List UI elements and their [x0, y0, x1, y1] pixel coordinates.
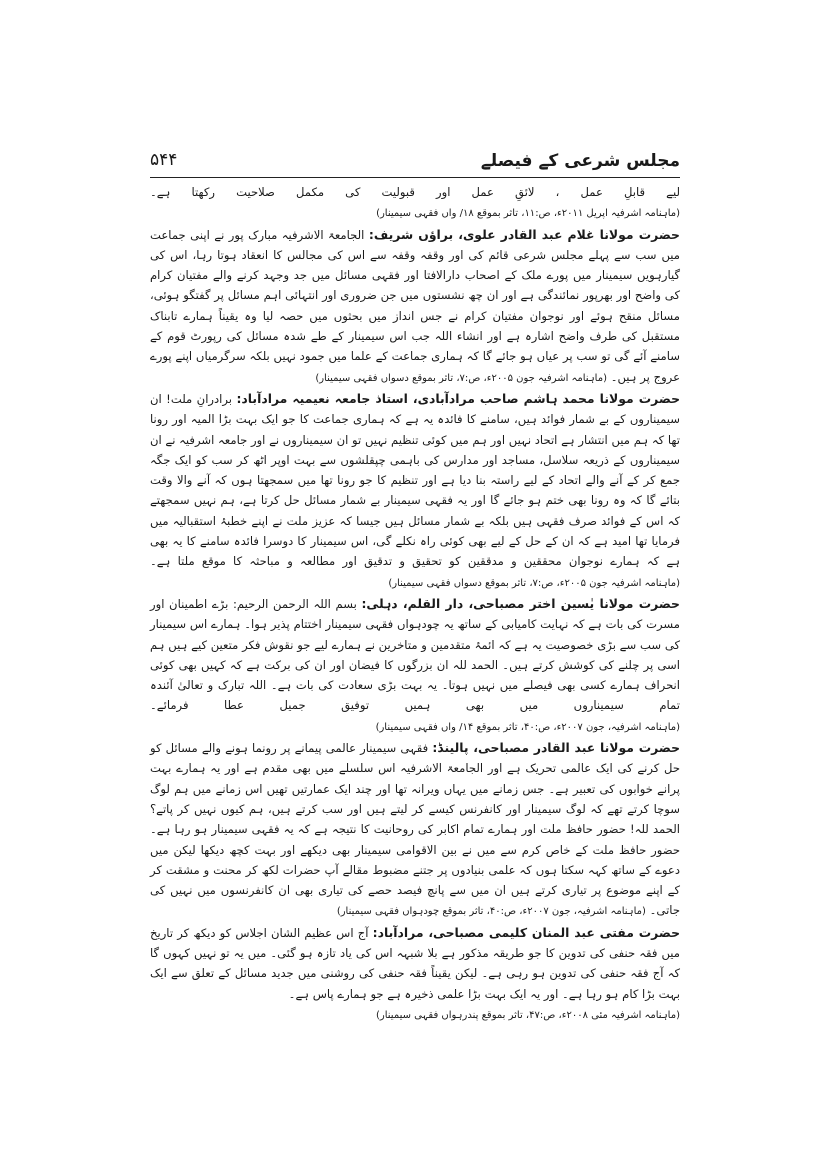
source-reference: (ماہنامہ اشرفیہ جون ۲۰۰۵ء، ص:۷، تاثر بموقع دسواں فقہی سیمینار) — [388, 577, 680, 589]
paragraph-text: برادرانِ ملت! ان سیمیناروں کے بے شمار فوائد ہیں، سامنے کا فائدہ یہ ہے کہ ہماری جماعت کا جو ایک بہت بڑا المیہ اور رونا تھا کہ ہم میں انتشار ہے اتحاد نہیں اور ہم میں کوئی تنظیم نہیں تو ان سیمیناروں نے اور جامعہ اشرفیہ نے ان سیمیناروں کے ذریعہ سلاسل، مساجد اور مدارس کی باہمی چپقلشوں سے بہت اوپر اٹھ کر سب کو ایک جگہ جمع کر کے آنے والے اتحاد کے لیے راستہ بنا دیا ہے اور تنظیم کا جو رونا تھا میں سمجھتا ہوں کہ آنے والا وقت بتائے گا کہ وہ رونا بھی ختم ہو جائے گا اور یہ فقہی سیمینار بے شمار مسائل حل کرتا ہے، ہم نہیں سمجھتے کہ اس کے فوائد صرف فقہی ہیں بلکہ بے شمار مسائل ہیں جیسا کہ عزیز ملت نے اپنے خطبۂ استقبالیہ میں فرمایا تھا امید ہے کہ ان کے حل کے لیے بھی کوئی راہ نکلے گی، اس سیمینار کا دوسرا فائدہ سامنے کا یہ بھی ہے کہ ہمارے نوجوان محققین و مدققین کو تحقیق و تدقیق اور مطالعہ و مباحثہ کا موقع ملتا ہے۔ — [150, 391, 680, 569]
page-number: ۵۴۴ — [150, 150, 178, 170]
paragraph-text: لیے قابلِ عمل ، لائقِ عمل اور قبولیت کی مکمل صلاحیت رکھتا ہے۔ — [150, 185, 680, 199]
header-rule — [150, 177, 680, 178]
speaker-name: حضرت مولانا یٰسین اختر مصباحی، دار القلم، دہلی: — [361, 595, 680, 611]
paragraph-text: الجامعۃ الاشرفیہ مبارک پور نے اپنی جماعت میں سب سے پہلے مجلس شرعی قائم کی اور وقفہ وقفہ سے اس کی مجالس کا انعقاد ہوتا رہا، اس کی گیارہویں سیمینار میں پورے ملک کے اصحاب دارالافتا اور فقہی مسائل میں جد وجہد کرنے والے مفتیان کرام کی واضح اور بھرپور نمائندگی ہے اور ان چھ نشستوں میں جن ضروری اور انتہائی اہم مسائل پر گفتگو ہوئی، مسائل منقح ہوئے اور نوجوان مفتیان کرام نے جس انداز میں بحثوں میں حصہ لیا وہ یقیناً ہمارے تابناک مستقبل کی طرف واضح اشارہ ہے اور انشاء اللہ جب اس سیمینار کے طے شدہ مسائل کی رپورٹ قوم کے سامنے آئے گی تو سب پر عیاں ہو جائے گا کہ ہماری جماعت کے علما میں جمود نہیں بلکہ سرگرمیاں اپنے پورے عروج پر ہیں۔ — [150, 227, 680, 384]
final-reference-line — [150, 1004, 680, 1026]
source-reference: (ماہنامہ اشرفیہ مئی ۲۰۰۸ء، ص:۴۷، تاثر بموقع پندرہواں فقہی سیمینار) — [376, 1009, 680, 1021]
source-reference: (ماہنامہ اشرفیہ جون ۲۰۰۵ء، ص:۷، تاثر بموقع دسواں فقہی سیمینار) — [315, 372, 607, 384]
source-reference: (ماہنامہ اشرفیہ، جون ۲۰۰۷ء، ص:۴۰، تاثر بموقع چودہواں فقہی سیمینار) — [336, 906, 646, 918]
paragraph — [150, 923, 680, 1004]
source-reference: (ماہنامہ اشرفیہ اپریل ۲۰۱۱ء، ص:۱۱، تاثر بموقع ۱۸/ واں فقہی سیمینار) — [376, 208, 680, 220]
running-title: مجلس شرعی کے فیصلے — [480, 151, 680, 171]
paragraph — [150, 182, 680, 225]
page — [150, 0, 680, 1169]
speaker-name: حضرت مولانا غلام عبد القادر علوی، براؤں شریف: — [368, 226, 680, 242]
paragraph-text: بسم اللہ الرحمن الرحیم: بڑے اطمینان اور مسرت کی بات ہے کہ نہایت کامیابی کے ساتھ یہ چودہواں فقہی سیمینار اختتام پذیر ہوا۔ ہمارے اس سیمینار کی سب سے بڑی خصوصیت یہ ہے کہ ائمۂ متقدمین و متاخرین نے ہمارے لیے جو نقوش فکر متعین کیے ہیں ہم اسی پر چلنے کی کوشش کرتے ہیں۔ الحمد للہ ان بزرگوں کا فیضان اور ان کی برکت ہے کہ کہیں بھی کوئی انحراف ہمارے کسی بھی فیصلے میں نہیں ہوتا۔ یہ بہت بڑی سعادت کی بات ہے۔ اللہ تبارک و تعالیٰ آئندہ تمام سیمیناروں میں بھی ہمیں توفیق جمیل عطا فرمائے۔ — [150, 596, 680, 713]
paragraph-text: آج اس عظیم الشان اجلاس کو دیکھ کر تاریخ میں فقہ حنفی کی تدوین کا جو طریقہ مذکور ہے بلا شبہہ اس کی یاد تازہ ہو گئی۔ میں یہ تو نہیں کہوں گا کہ آج فقہ حنفی کی تدوین ہو رہی ہے۔ لیکن یقیناً فقہ حنفی کی روشنی میں جدید مسائل کے تعلق سے ایک بہت بڑا کام ہو رہا ہے۔ اور یہ ایک بہت بڑا علمی ذخیرہ ہے جو ہمارے پاس ہے۔ — [150, 925, 680, 1001]
paragraph — [150, 738, 680, 923]
paragraph — [150, 389, 680, 594]
page-body — [150, 182, 680, 1026]
paragraph-text: فقہی سیمینار عالمی پیمانے پر رونما ہونے والے مسائل کو حل کرنے کی ایک عالمی تحریک ہے اور الجامعۃ الاشرفیہ اس سلسلے میں بھی مقدم ہے اور یہ ہمارے بہت پرانے خوابوں کی تعبیر ہے۔ جس زمانے میں یہاں ویرانہ تھا اور چند ایک عمارتیں تھیں اس زمانے میں ہم لوگ سوچا کرتے تھے کہ لوگ سیمینار اور کانفرنس کیسے کر لیتے ہیں اور سب کرتے ہیں، ہم کیوں نہیں کر پاتے؟ الحمد للہ! حضور حافظ ملت اور ہمارے تمام اکابر کی روحانیت کا نتیجہ ہے کہ یہ فقہی سیمینار ہو رہا ہے۔ حضور حافظ ملت کے خاص کرم سے میں نے بین الاقوامی سیمینار بھی دیکھے اور بہت کچھ دیکھا لیکن میں دعوے کے ساتھ کہہ سکتا ہوں کہ علمی بنیادوں پر جتنے مضبوط مقالے آپ حضرات لکھ کر محنت و مشقت کر کے اپنے موضوع پر تیاری کرتے ہیں ان میں سے پانچ فیصد حصے کی تیاری بھی ان کانفرنسوں میں نہیں کی جاتی۔ — [150, 741, 680, 918]
page-header — [150, 150, 680, 180]
source-reference: (ماہنامہ اشرفیہ، جون ۲۰۰۷ء، ص:۴۰، تاثر بموقع ۱۴/ واں فقہی سیمینار) — [375, 721, 680, 733]
paragraph — [150, 594, 680, 738]
speaker-name: حضرت مولانا عبد القادر مصباحی، پالینڈ: — [432, 740, 680, 756]
speaker-name: حضرت مولانا محمد ہاشم صاحب مرادآبادی، استاذ جامعہ نعیمیہ مرادآباد: — [236, 390, 681, 406]
paragraph — [150, 225, 680, 389]
speaker-name: حضرت مفتی عبد المنان کلیمی مصباحی، مرادآباد: — [372, 924, 680, 940]
